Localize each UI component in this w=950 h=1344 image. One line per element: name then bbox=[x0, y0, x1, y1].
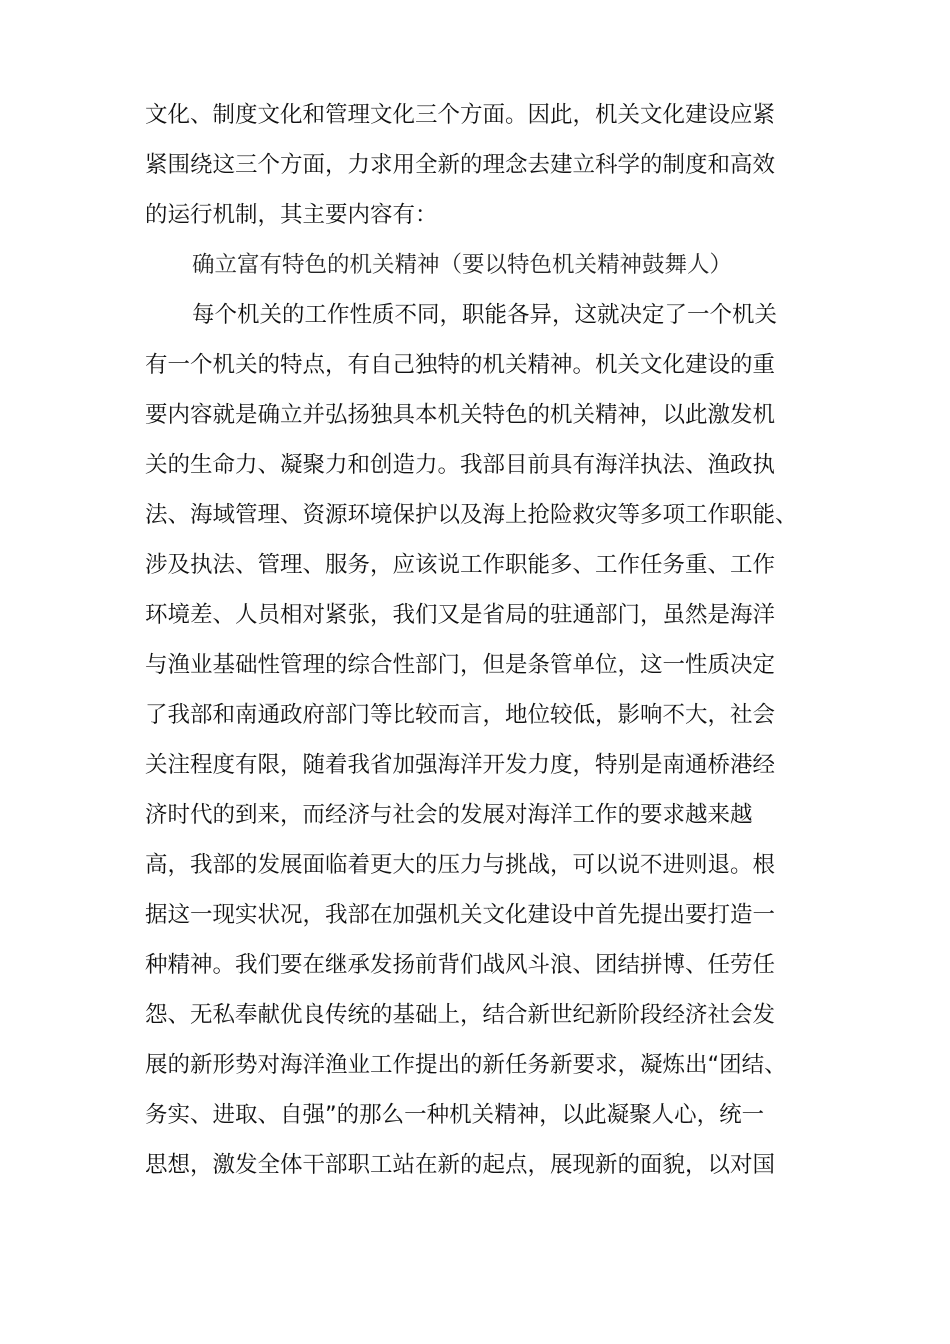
text-line: 紧围绕这三个方面，力求用全新的理念去建立科学的制度和高效 bbox=[145, 152, 776, 178]
text-line: 的运行机制，其主要内容有： bbox=[145, 202, 438, 228]
text-line: 环境差、人员相对紧张，我们又是省局的驻通部门，虽然是海洋 bbox=[145, 602, 776, 628]
section-heading: 确立富有特色的机关精神（要以特色机关精神鼓舞人） bbox=[192, 252, 733, 278]
text-line: 法、海域管理、资源环境保护以及海上抢险救灾等多项工作职能、 bbox=[145, 502, 798, 528]
text-line: 怨、无私奉献优良传统的基础上，结合新世纪新阶段经济社会发 bbox=[145, 1002, 776, 1028]
text-line: 据这一现实状况，我部在加强机关文化建设中首先提出要打造一 bbox=[145, 902, 776, 928]
text-line: 思想，激发全体干部职工站在新的起点，展现新的面貌，以对国 bbox=[145, 1152, 776, 1178]
text-line: 关的生命力、凝聚力和创造力。我部目前具有海洋执法、渔政执 bbox=[145, 452, 776, 478]
text-line: 展的新形势对海洋渔业工作提出的新任务新要求，凝炼出“团结、 bbox=[145, 1052, 787, 1078]
paragraph-first-line: 每个机关的工作性质不同，职能各异，这就决定了一个机关 bbox=[192, 302, 778, 328]
text-line: 有一个机关的特点，有自己独特的机关精神。机关文化建设的重 bbox=[145, 352, 776, 378]
text-line: 了我部和南通政府部门等比较而言，地位较低，影响不大，社会 bbox=[145, 702, 776, 728]
text-line: 关注程度有限，随着我省加强海洋开发力度，特别是南通桥港经 bbox=[145, 752, 776, 778]
text-line: 文化、制度文化和管理文化三个方面。因此，机关文化建设应紧 bbox=[145, 102, 776, 128]
text-line: 济时代的到来，而经济与社会的发展对海洋工作的要求越来越 bbox=[145, 802, 753, 828]
text-line: 涉及执法、管理、服务，应该说工作职能多、工作任务重、工作 bbox=[145, 552, 776, 578]
text-line: 种精神。我们要在继承发扬前背们战风斗浪、团结拼博、任劳任 bbox=[145, 952, 776, 978]
text-line: 要内容就是确立并弘扬独具本机关特色的机关精神，以此激发机 bbox=[145, 402, 776, 428]
text-line: 高，我部的发展面临着更大的压力与挑战，可以说不进则退。根 bbox=[145, 852, 776, 878]
text-line: 务实、进取、自强”的那么一种机关精神，以此凝聚人心，统一 bbox=[145, 1102, 765, 1128]
text-line: 与渔业基础性管理的综合性部门，但是条管单位，这一性质决定 bbox=[145, 652, 776, 678]
